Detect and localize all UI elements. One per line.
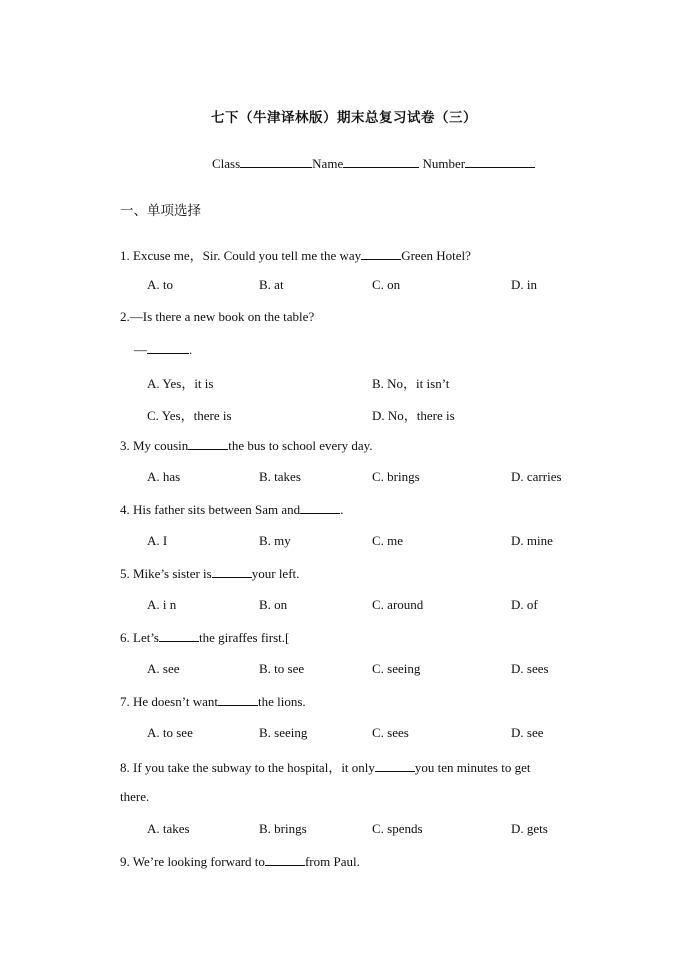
question-4-option-c[interactable]: C. me: [372, 533, 404, 548]
question-2-dash: —: [134, 342, 147, 357]
question-4-option-d[interactable]: D. mine: [511, 533, 553, 548]
question-9-text: 9. We’re looking forward to: [120, 854, 265, 869]
question-2-blank: [147, 341, 189, 354]
question-5-blank: [212, 565, 252, 578]
question-6-option-d[interactable]: D. sees: [511, 661, 549, 676]
question-6-option-a[interactable]: A. see: [147, 661, 180, 676]
question-8-option-d[interactable]: D. gets: [511, 821, 548, 836]
question-3-blank: [188, 437, 228, 450]
question-1-option-b[interactable]: B. at: [259, 277, 284, 292]
question-2-option-c[interactable]: C. Yes，there is: [147, 408, 232, 423]
question-5-option-c[interactable]: C. around: [372, 597, 424, 612]
question-3-text: 3. My cousin: [120, 438, 189, 453]
question-7-option-b[interactable]: B. seeing: [259, 725, 308, 740]
question-5-text-end: your left.: [251, 566, 300, 581]
question-4: [120, 501, 343, 518]
question-6-option-c[interactable]: C. seeing: [372, 661, 421, 676]
question-8-text: 8. If you take the subway to the hospital，it only: [120, 760, 375, 775]
question-6-text: 6. Let’s: [120, 630, 159, 645]
question-5-option-d[interactable]: D. of: [511, 597, 538, 612]
question-8-text-end: you ten minutes to get: [414, 760, 531, 775]
number-label: Number: [422, 156, 466, 171]
question-9-text-end: from Paul.: [304, 854, 360, 869]
question-8-option-c[interactable]: C. spends: [372, 821, 423, 836]
question-5-option-b[interactable]: B. on: [259, 597, 288, 612]
question-1-text: 1. Excuse me，Sir. Could you tell me the way: [120, 248, 362, 263]
question-3: [120, 437, 373, 454]
question-8-continuation: there.: [120, 789, 150, 804]
question-1-blank: [361, 247, 401, 260]
question-2-answer-line: [134, 341, 192, 358]
name-label: Name: [312, 156, 344, 171]
question-8-blank: [375, 759, 415, 772]
question-9-blank: [265, 853, 305, 866]
question-6-blank: [159, 629, 199, 642]
name-blank[interactable]: [343, 155, 419, 168]
class-label: Class: [212, 156, 241, 171]
question-2-option-b[interactable]: B. No，it isn’t: [372, 376, 450, 391]
question-7-option-a[interactable]: A. to see: [147, 725, 193, 740]
question-7-text: 7. He doesn’t want: [120, 694, 218, 709]
student-info-line: [212, 155, 535, 172]
question-5-option-a[interactable]: A. i n: [147, 597, 177, 612]
number-blank[interactable]: [465, 155, 535, 168]
question-2: 2.—Is there a new book on the table?: [120, 309, 315, 324]
class-blank[interactable]: [240, 155, 312, 168]
question-2-option-d[interactable]: D. No，there is: [372, 408, 455, 423]
question-2-option-a[interactable]: A. Yes，it is: [147, 376, 214, 391]
question-6: [120, 629, 289, 646]
question-1-option-c[interactable]: C. on: [372, 277, 401, 292]
section-heading: 一、单项选择: [120, 203, 201, 219]
question-7-blank: [218, 693, 258, 706]
question-7: [120, 693, 306, 710]
question-4-text-end: .: [340, 502, 344, 517]
question-7-text-end: the lions.: [257, 694, 306, 709]
question-7-option-d[interactable]: D. see: [511, 725, 544, 740]
question-3-option-a[interactable]: A. has: [147, 469, 181, 484]
question-3-option-b[interactable]: B. takes: [259, 469, 301, 484]
question-4-option-a[interactable]: A. I: [147, 533, 168, 548]
question-1-option-d[interactable]: D. in: [511, 277, 537, 292]
question-5: [120, 565, 299, 582]
question-1-text-end: Green Hotel?: [401, 248, 471, 263]
question-3-option-d[interactable]: D. carries: [511, 469, 562, 484]
question-3-option-c[interactable]: C. brings: [372, 469, 420, 484]
question-4-option-b[interactable]: B. my: [259, 533, 291, 548]
question-5-text: 5. Mike’s sister is: [120, 566, 212, 581]
question-8-option-a[interactable]: A. takes: [147, 821, 190, 836]
question-8: [120, 757, 530, 776]
question-9: [120, 853, 360, 870]
question-8-option-b[interactable]: B. brings: [259, 821, 307, 836]
question-3-text-end: the bus to school every day.: [228, 438, 373, 453]
question-1-option-a[interactable]: A. to: [147, 277, 173, 292]
question-4-blank: [300, 501, 340, 514]
question-6-option-b[interactable]: B. to see: [259, 661, 305, 676]
page-title: 七下（牛津译林版）期末总复习试卷（三）: [211, 110, 477, 126]
question-6-text-end: the giraffes first.[: [199, 630, 290, 645]
question-4-text: 4. His father sits between Sam and: [120, 502, 301, 517]
question-2-period: .: [189, 342, 193, 357]
question-7-option-c[interactable]: C. sees: [372, 725, 409, 740]
question-1: [120, 245, 471, 264]
